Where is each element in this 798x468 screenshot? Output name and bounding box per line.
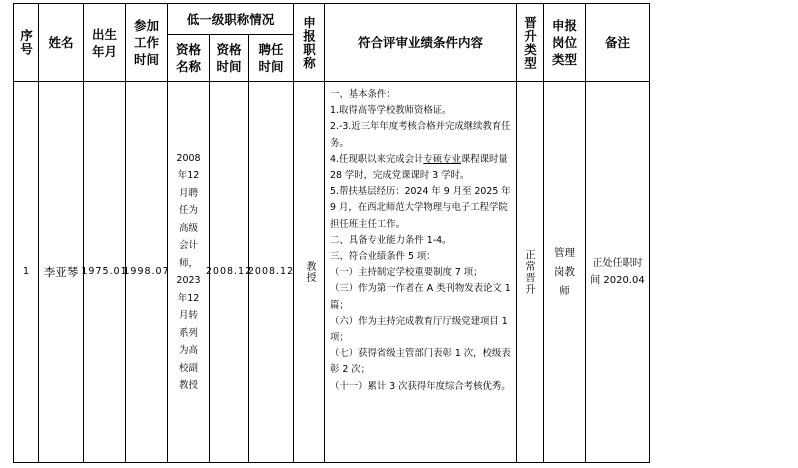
condition-line: 5.帮扶基层经历：2024 年 9 月至 2025 年 9 月，在西北师范大学物理与电子工程学院担任班主任工作。: [330, 186, 511, 230]
row-promo-type: 正常晋升: [517, 82, 544, 462]
condition-line: [330, 152, 512, 184]
condition-line: 2.-3.近三年年度考核合格并完成继续教育任务。: [330, 121, 511, 149]
row-name: 李亚琴: [39, 82, 84, 462]
condition-line: （七）获得省级主管部门表彰 1 次，校级表彰 2 次；: [330, 348, 511, 376]
header-name: 姓名: [39, 4, 84, 82]
row-remarks: 正处任职时间 2020.04: [590, 258, 645, 286]
header-promo-type: 晋升类型: [517, 4, 544, 82]
header-qual-time: 资格时间: [210, 35, 249, 82]
condition-line: 1.取得高等学校教师资格证。: [330, 105, 452, 117]
row-post-type: 管理岗教师: [544, 82, 586, 462]
row-qual-name: 2008年12月聘任为高级会计师，2023年12月转系列为高校副教授: [168, 82, 210, 462]
condition-text: 课程课时量 28 学时，完成党课课时 3 学时。: [330, 153, 508, 182]
condition-line: 一、基本条件：: [330, 89, 396, 100]
header-conditions: 符合评审业绩条件内容: [325, 4, 517, 82]
header-qual-name: 资格名称: [168, 35, 210, 82]
header-post-type: 申报岗位类型: [544, 4, 586, 82]
header-apply-title: 申报职称: [294, 4, 325, 82]
row-hire-time: 2008.12: [249, 82, 294, 462]
header-seq: 序号: [14, 4, 39, 82]
header-work-time: 参加工作时间: [126, 4, 168, 82]
header-remarks: 备注: [586, 4, 649, 82]
condition-line: （一）主持制定学校重要制度 7 项；: [330, 267, 483, 279]
condition-line: （十一）累计 3 次获得年度综合考核优秀。: [330, 380, 511, 392]
condition-line: （三）作为第一作者在 A 类刊物发表论文 1 篇；: [330, 283, 511, 311]
row-apply-title: 教授: [294, 82, 325, 462]
condition-line: （六）作为主持完成教育厅厅级党建项目 1 项；: [330, 315, 508, 344]
row-qual-time: 2008.12: [210, 82, 249, 462]
condition-line: 二、具备专业能力条件 1-4。: [330, 234, 452, 246]
condition-text: 4.任现职以来完成会计: [330, 153, 424, 165]
row-work-time: 1998.07: [126, 82, 168, 462]
condition-underlined-text: 专硕专业: [423, 153, 461, 165]
row-birth: 1975.01: [84, 82, 126, 462]
header-birth: 出生年月: [84, 4, 126, 82]
header-lower-title: 低一级职称情况: [168, 4, 294, 35]
header-hire-time: 聘任时间: [249, 35, 294, 82]
evaluation-table: [13, 3, 650, 463]
conditions-content: [325, 82, 517, 462]
row-seq: 1: [14, 82, 39, 462]
condition-line: 三、符合业绩条件 5 项：: [330, 251, 436, 263]
